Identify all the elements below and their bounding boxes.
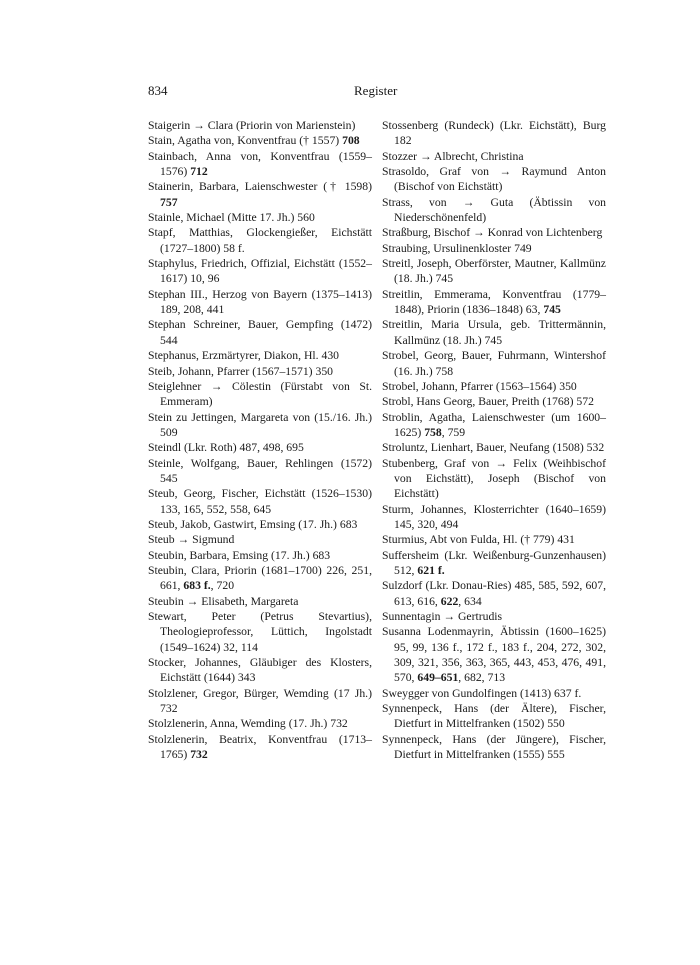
entry-text: Suffersheim (Lkr. Weißenburg-Gunzenhausen) 512, — [382, 548, 606, 577]
page-reference-bold: 758 — [424, 425, 442, 439]
entry-text: Sturm, Johannes, Klosterrichter (1640–1659) 145, 320, 494 — [382, 502, 606, 531]
entry-text: Steub, Jakob, Gastwirt, Emsing (17. Jh.) 683 — [148, 517, 358, 531]
entry-text: Stossenberg (Rundeck) (Lkr. Eichstätt), Burg 182 — [382, 119, 606, 148]
index-entry — [148, 655, 372, 686]
entry-text: , 682, 713 — [458, 671, 506, 685]
page-reference-bold: 712 — [190, 165, 208, 179]
entry-text: Steib, Johann, Pfarrer (1567–1571) 350 — [148, 364, 334, 378]
entry-text: Sulzdorf (Lkr. Donau-Ries) 485, 585, 592, 607, 613, 616, — [382, 579, 606, 608]
entry-text: Susanna Lodenmayrin, Äbtissin (1600–1625) 95, 99, 136 f., 172 f., 183 f., 204, 272, 302, 309, 321, 356, 363, 365, 443, 453, 476, 491, 570, — [382, 625, 606, 685]
page-reference-bold: 621 f. — [417, 563, 445, 577]
entry-text: Sunnentagin → Gertrudis — [382, 610, 503, 623]
index-entry — [382, 195, 606, 226]
index-entry — [382, 532, 606, 547]
index-entry — [148, 563, 372, 594]
index-entry — [148, 287, 372, 318]
entry-text: Straßburg, Bischof → Konrad von Lichtenberg — [382, 226, 603, 240]
entry-text: Steub → Sigmund — [148, 533, 235, 547]
index-entry — [382, 256, 606, 287]
index-entry — [382, 394, 606, 409]
entry-text: Synnenpeck, Hans (der Jüngere), Fischer, Dietfurt in Mittelfranken (1555) 555 — [382, 732, 606, 762]
entry-text: Streitlin, Maria Ursula, geb. Trittermännin, Kallmünz (18. Jh.) 745 — [382, 318, 606, 347]
entry-text: Stroluntz, Lienhart, Bauer, Neufang (1508) 532 — [382, 441, 605, 455]
index-entry — [382, 164, 606, 195]
entry-text: Strobel, Johann, Pfarrer (1563–1564) 350 — [382, 379, 577, 393]
index-entry — [382, 348, 606, 379]
entry-text: Stapf, Matthias, Glockengießer, Eichstätt (1727–1800) 58 f. — [148, 226, 372, 255]
index-entry — [148, 594, 372, 609]
entry-text: Steiglehner → Cölestin (Fürstabt von St. Emmeram) — [148, 379, 372, 409]
index-entry — [382, 225, 606, 240]
entry-text: Stocker, Johannes, Gläubiger des Klosters, Eichstätt (1644) 343 — [148, 656, 372, 685]
entry-text: , 634 — [458, 594, 482, 608]
index-entry — [148, 149, 372, 180]
index-entry — [148, 317, 372, 348]
page-reference-bold: 757 — [160, 195, 178, 209]
entry-text: Staigerin → Clara (Priorin von Marienstein) — [148, 119, 356, 132]
index-entry — [382, 287, 606, 318]
index-entry — [148, 364, 372, 379]
index-entry — [148, 456, 372, 487]
index-entry — [148, 348, 372, 363]
page-reference-bold: 683 f. — [183, 579, 211, 593]
entry-text: Stewart, Peter (Petrus Stevartius), Theologieprofessor, Lüttich, Ingolstadt (1549–1624) 32, 114 — [148, 610, 372, 654]
index-entry — [148, 118, 372, 133]
entry-text: Streitl, Joseph, Oberförster, Mautner, Kallmünz (18. Jh.) 745 — [382, 257, 606, 286]
entry-text: Stephan Schreiner, Bauer, Gempfing (1472) 544 — [148, 318, 372, 347]
entry-text: Stein zu Jettingen, Margareta von (15./16. Jh.) 509 — [148, 410, 372, 439]
index-entry — [382, 440, 606, 455]
index-entry — [382, 456, 606, 502]
index-entry — [382, 578, 606, 609]
entry-text: Stephanus, Erzmärtyrer, Diakon, Hl. 430 — [148, 349, 340, 363]
index-entry — [382, 379, 606, 394]
entry-text: Stolzlenerin, Anna, Wemding (17. Jh.) 732 — [148, 717, 348, 731]
entry-text: Sturmius, Abt von Fulda, Hl. († 779) 431 — [382, 533, 575, 547]
entry-text: Steubin, Clara, Priorin (1681–1700) 226, 251, 661, — [148, 563, 372, 593]
entry-text: Stainerin, Barbara, Laienschwester († 1598) — [148, 180, 372, 194]
entry-text: Sweygger von Gundolfingen (1413) 637 f. — [382, 686, 582, 700]
index-entry — [382, 317, 606, 348]
index-entry — [148, 440, 372, 455]
entry-text: Steub, Georg, Fischer, Eichstätt (1526–1530) 133, 165, 552, 558, 645 — [148, 487, 372, 516]
index-entry — [148, 133, 372, 148]
entry-text: Stephan III., Herzog von Bayern (1375–1413) 189, 208, 441 — [148, 287, 372, 317]
index-entry — [382, 732, 606, 763]
index-entry — [382, 624, 606, 685]
index-entry — [382, 410, 606, 441]
index-entry — [148, 256, 372, 287]
index-entry — [148, 517, 372, 532]
index-entry — [382, 701, 606, 732]
entry-text: Streitlin, Emmerama, Konventfrau (1779–1848), Priorin (1836–1848) 63, — [382, 287, 606, 317]
index-entry — [148, 732, 372, 763]
entry-text: , 759 — [441, 425, 466, 439]
index-entry — [148, 686, 372, 717]
index-entry — [148, 548, 372, 563]
index-entry — [148, 532, 372, 547]
index-entry — [382, 149, 606, 164]
running-head: Register — [354, 83, 398, 98]
index-entry — [382, 241, 606, 256]
entry-text: Staphylus, Friedrich, Offizial, Eichstätt (1552–1617) 10, 96 — [148, 257, 372, 286]
index-entry — [382, 686, 606, 701]
page-reference-bold: 649–651 — [417, 671, 459, 685]
page-reference-bold: 622 — [440, 594, 459, 608]
index-column-right — [382, 118, 606, 762]
entry-text: Synnenpeck, Hans (der Ältere), Fischer, Dietfurt in Mittelfranken (1502) 550 — [382, 702, 606, 731]
entry-text: Stainbach, Anna von, Konventfrau (1559–1576) — [148, 149, 372, 179]
entry-text: Stroblin, Agatha, Laienschwester (um 1600–1625) — [382, 410, 606, 439]
entry-text: Steubin, Barbara, Emsing (17. Jh.) 683 — [148, 548, 331, 562]
entry-text: Strobel, Georg, Bauer, Fuhrmann, Wintershof (16. Jh.) 758 — [382, 349, 606, 378]
index-entry — [382, 118, 606, 149]
entry-text: Steinle, Wolfgang, Bauer, Rehlingen (1572) 545 — [148, 456, 372, 485]
page-reference-bold: 732 — [190, 748, 208, 762]
entry-text: Strobl, Hans Georg, Bauer, Preith (1768) 572 — [382, 395, 594, 409]
entry-text: Stolzlenerin, Beatrix, Konventfrau (1713–1765) — [148, 732, 372, 762]
page-reference-bold: 745 — [543, 303, 561, 317]
page-reference-bold: 708 — [342, 134, 360, 148]
index-entry — [382, 609, 606, 624]
index-entry — [148, 609, 372, 655]
entry-text: Strass, von → Guta (Äbtissin von Niederschönenfeld) — [382, 195, 606, 225]
index-entry — [148, 379, 372, 410]
entry-text: , 720 — [210, 579, 235, 593]
index-entry — [148, 225, 372, 256]
index-entry — [148, 179, 372, 210]
entry-text: Stain, Agatha von, Konventfrau († 1557) — [148, 134, 343, 148]
entry-text: Straubing, Ursulinenkloster 749 — [382, 241, 532, 255]
index-entry — [148, 210, 372, 225]
index-column-left — [148, 118, 372, 762]
entry-text: Stubenberg, Graf von → Felix (Weihbischof von Eichstätt), Joseph (Bischof von Eichstätt) — [382, 456, 606, 501]
page-number: 834 — [148, 83, 168, 98]
index-entry — [148, 410, 372, 441]
entry-text: Steubin → Elisabeth, Margareta — [148, 594, 299, 608]
entry-text: Steindl (Lkr. Roth) 487, 498, 695 — [148, 441, 304, 455]
index-entry — [148, 716, 372, 731]
index-entry — [382, 502, 606, 533]
entry-text: Stolzlener, Gregor, Bürger, Wemding (17 Jh.) 732 — [148, 686, 372, 716]
index-entry — [382, 548, 606, 579]
entry-text: Stainle, Michael (Mitte 17. Jh.) 560 — [148, 211, 315, 225]
index-entry — [148, 486, 372, 517]
entry-text: Stozzer → Albrecht, Christina — [382, 149, 524, 163]
entry-text: Strasoldo, Graf von → Raymund Anton (Bischof von Eichstätt) — [382, 165, 606, 194]
